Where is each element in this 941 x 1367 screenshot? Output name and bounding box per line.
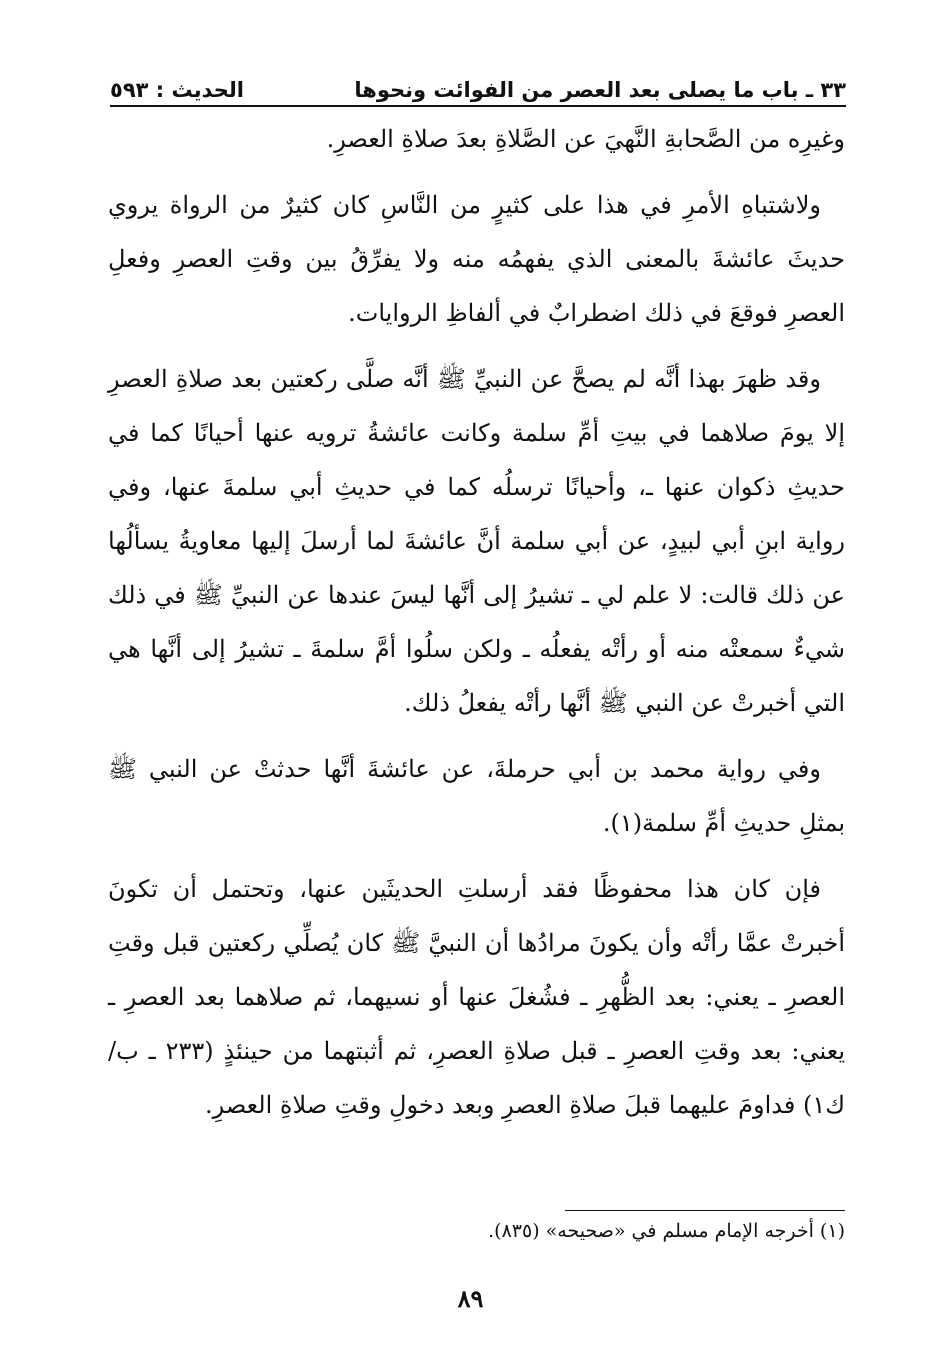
footnote-divider — [565, 1210, 845, 1211]
running-header — [110, 66, 846, 107]
paragraph: ولاشتباهِ الأمرِ في هذا على كثيرٍ من النَّاسِ كان كثيرٌ من الرواة يروي حديثَ عائشةَ بالمعنى الذي يفهمُه منه ولا يفرِّقُ بين وقتِ العصرِ وفعلِ العصرِ فوقعَ في ذلك اضطرابٌ في ألفاظِ الروايات. — [108, 191, 845, 327]
page-number: ٨٩ — [457, 1284, 484, 1313]
paragraph: وفي رواية محمد بن أبي حرملةَ، عن عائشةَ أنَّها حدثتْ عن النبي ﷺ بمثلِ حديثِ أمِّ سلمة(١). — [108, 755, 845, 837]
paragraph: فإن كان هذا محفوظًا فقد أرسلتِ الحديثَين عنها، وتحتمل أن تكونَ أخبرتْ عمَّا رأتْه وأن يكونَ مرادُها أن النبيَّ ﷺ كان يُصلِّي ركعتين قبل وقتِ العصرِ ـ يعني: بعد الظُّهرِ ـ فشُغلَ عنها أو نسيهما، ثم صلاهما بعد العصرِ ـ يعني: بعد وقتِ العصرِ ـ قبل صلاةِ العصرِ، ثم أثبتهما من حينئذٍ (٢٣٣ ـ ب/ك١) فداومَ عليهما قبلَ صلاةِ العصرِ وبعد دخولِ وقتِ صلاةِ العصرِ. — [108, 875, 846, 1119]
hadith-number: الحديث : ٥٩٣ — [110, 78, 244, 102]
paragraph: وغيرِه من الصَّحابةِ النَّهيَ عن الصَّلاةِ بعدَ صلاةِ العصرِ. — [326, 125, 845, 153]
main-text — [108, 112, 845, 1144]
footnote: (١) أخرجه الإمام مسلم في «صحيحه» (٨٣٥). — [488, 1220, 845, 1242]
paragraph: وقد ظهرَ بهذا أنَّه لم يصحَّ عن النبيِّ ﷺ أنَّه صلَّى ركعتين بعد صلاةِ العصرِ إلا يومَ صلاهما في بيتِ أمِّ سلمة وكانت عائشةُ ترويه عنها أحيانًا كما في حديثِ ذكوان عنها ـ، وأحيانًا ترسلُه كما في حديثِ أبي سلمةَ عنها، وفي رواية ابنِ أبي لبيدٍ، عن أبي سلمة أنَّ عائشةَ لما أرسلَ إليها معاويةُ يسألُها عن ذلك قالت: لا علم لي ـ تشيرُ إلى أنَّها ليسَ عندها عن النبيِّ ﷺ في ذلك شيءٌ سمعتْه منه أو رأتْه يفعلُه ـ ولكن سلُوا أمَّ سلمةَ ـ تشيرُ إلى أنَّها هي التي أخبرتْ عن النبي ﷺ أنَّها رأتْه يفعلُ ذلك. — [108, 365, 845, 717]
chapter-title: ٣٣ ـ باب ما يصلى بعد العصر من الفوائت ونحوها — [354, 78, 846, 102]
